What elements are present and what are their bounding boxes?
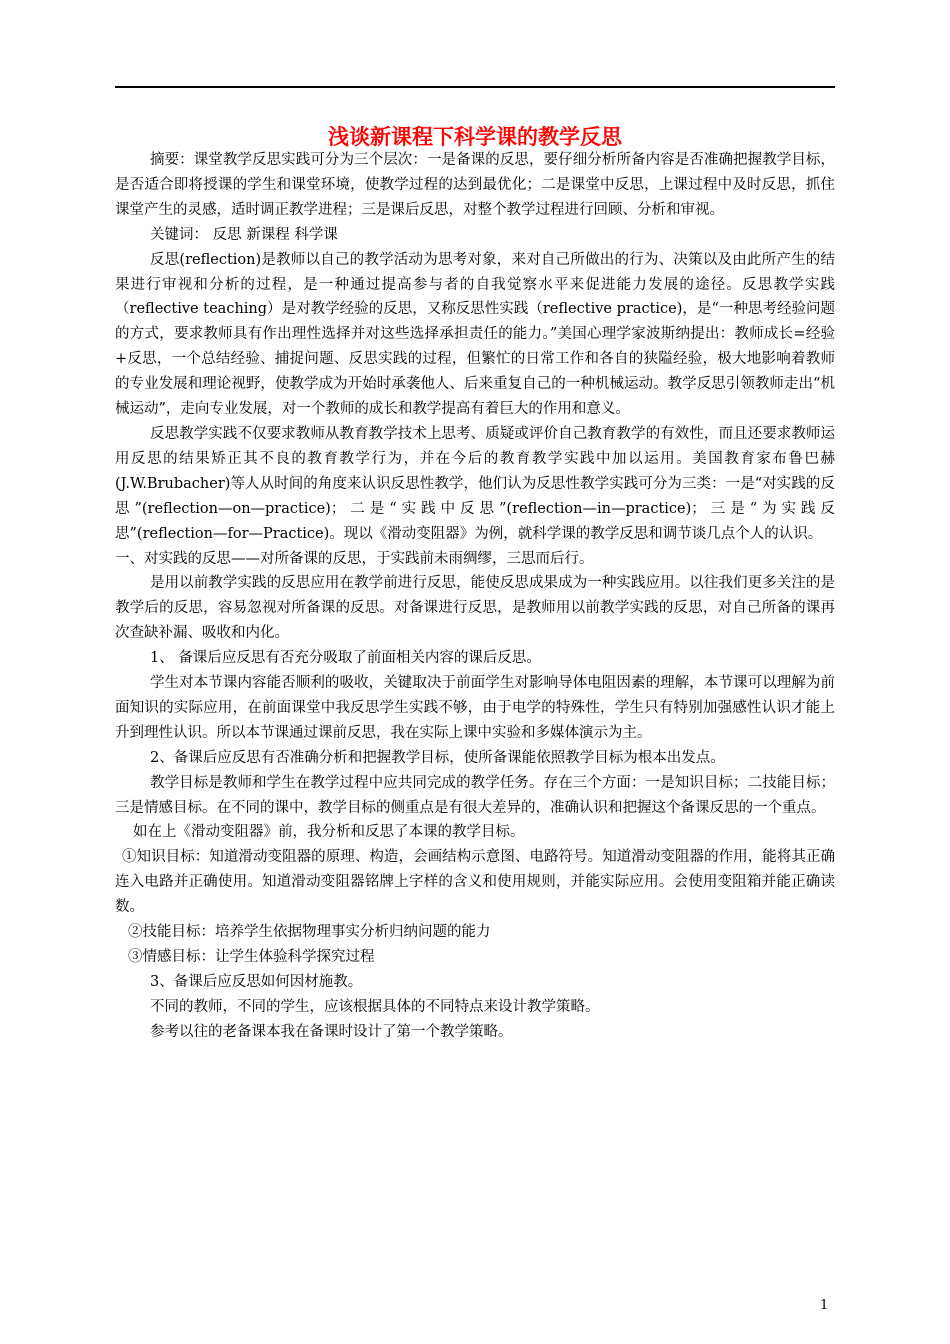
body-paragraph: 是用以前教学实践的反思应用在教学前进行反思，能使反思成果成为一种实践应用。以往我们更多关注的是教学后的反思，容易忽视对所备课的反思。对备课进行反思，是教师用以前教学实践的反思，对自己所备的课再次查缺补漏、吸收和内化。 (115, 575, 835, 642)
header-rule (115, 86, 835, 88)
list-item: ③情感目标：让学生体验科学探究过程 (128, 949, 375, 965)
body-paragraph: 学生对本节课内容能否顺利的吸收，关键取决于前面学生对影响导体电阻因素的理解，本节课可以理解为前面知识的实际应用，在前面课堂中我反思学生实践不够，由于电学的特殊性，学生只有特别加强感性认识才能上升到理性认识。所以本节课通过课前反思，我在实际上课中实验和多媒体演示为主。 (115, 675, 835, 741)
subheading: 1、 备课后应反思有否充分吸取了前面相关内容的课后反思。 (150, 650, 541, 667)
body-paragraph: 如在上《滑动变阻器》前，我分析和反思了本课的教学目标。 (133, 824, 525, 841)
abstract-paragraph: 摘要：课堂教学反思实践可分为三个层次：一是备课的反思，要仔细分析所备内容是否准确把握教学目标，是否适合即将授课的学生和课堂环境，使教学过程的达到最优化；二是课堂中反思，上课过程中及时反思，抓住课堂产生的灵感，适时调正教学进程；三是课后反思，对整个教学过程进行回顾、分析和审视。 (115, 152, 835, 218)
body-paragraph: 反思(reflection)是教师以自己的教学活动为思考对象，来对自己所做出的行为、决策以及由此所产生的结果进行审视和分析的过程，是一种通过提高参与者的自我觉察水平来促进能力发展的途径。反思教学实践（reflective teaching）是对教学经验的反思，又称反思性实践（reflective practice)，是“一种思考经验问题的方式，要求教师具有作出理性选择并对这些选择承担责任的能力。”美国心理学家波斯纳提出：教师成长=经验+反思，一个总结经验、捕捉问题、反思实践的过程，但繁忙的日常工作和各自的狭隘经验，极大地影响着教师的专业发展和理论视野，使教学成为开始时承袭他人、后来重复自己的一种机械运动。教学反思引领教师走出“机械运动”，走向专业发展，对一个教师的成长和教学提高有着巨大的作用和意义。 (115, 251, 835, 418)
list-item: ①知识目标：知道滑动变阻器的原理、构造，会画结构示意图、电路符号。知道滑动变阻器的作用，能将其正确连入电路并正确使用。知道滑动变阻器铭牌上字样的含义和使用规则，并能实际应用。会使用变阻箱并能正确读数。 (115, 849, 835, 916)
body-paragraph: 参考以往的老备课本我在备课时设计了第一个教学策略。 (150, 1023, 513, 1040)
keywords-line: 关键词： 反思 新课程 科学课 (150, 226, 338, 243)
article-title: 浅谈新课程下科学课的教学反思 (328, 125, 622, 149)
list-item: ②技能目标：培养学生依据物理事实分析归纳问题的能力 (128, 924, 491, 941)
body-paragraph: 教学目标是教师和学生在教学过程中应共同完成的教学任务。存在三个方面：一是知识目标；二技能目标；三是情感目标。在不同的课中，教学目标的侧重点是有很大差异的，准确认识和把握这个备课反思的一个重点。 (115, 774, 835, 816)
subheading: 3、备课后应反思如何因材施教。 (150, 973, 363, 990)
body-paragraph: 反思教学实践不仅要求教师从教育教学技术上思考、质疑或评价自己教育教学的有效性，而且还要求教师运用反思的结果矫正其不良的教育教学行为，并在今后的教育教学实践中加以运用。美国教育家布鲁巴赫(J.W.Brubacher)等人从时间的角度来认识反思性教学，他们认为反思性教学实践可分为三类：一是“对实践的反思”(reflection—on—practice)；二是“实践中反思”(reflection—in—practice)；三是“为实践反思”(reflection—for—Practice)。现以《滑动变阻器》为例，就科学课的教学反思和调节谈几点个人的认识。 (115, 425, 835, 542)
body-paragraph: 不同的教师，不同的学生，应该根据具体的不同特点来设计教学策略。 (150, 998, 600, 1015)
section-heading: 一、对实践的反思——对所备课的反思，于实践前未雨绸缪，三思而后行。 (115, 550, 594, 567)
article-body (115, 148, 835, 1045)
subheading: 2、备课后应反思有否准确分析和把握教学目标，使所备课能依照教学目标为根本出发点。 (150, 749, 725, 766)
page-number: 1 (820, 1298, 829, 1313)
